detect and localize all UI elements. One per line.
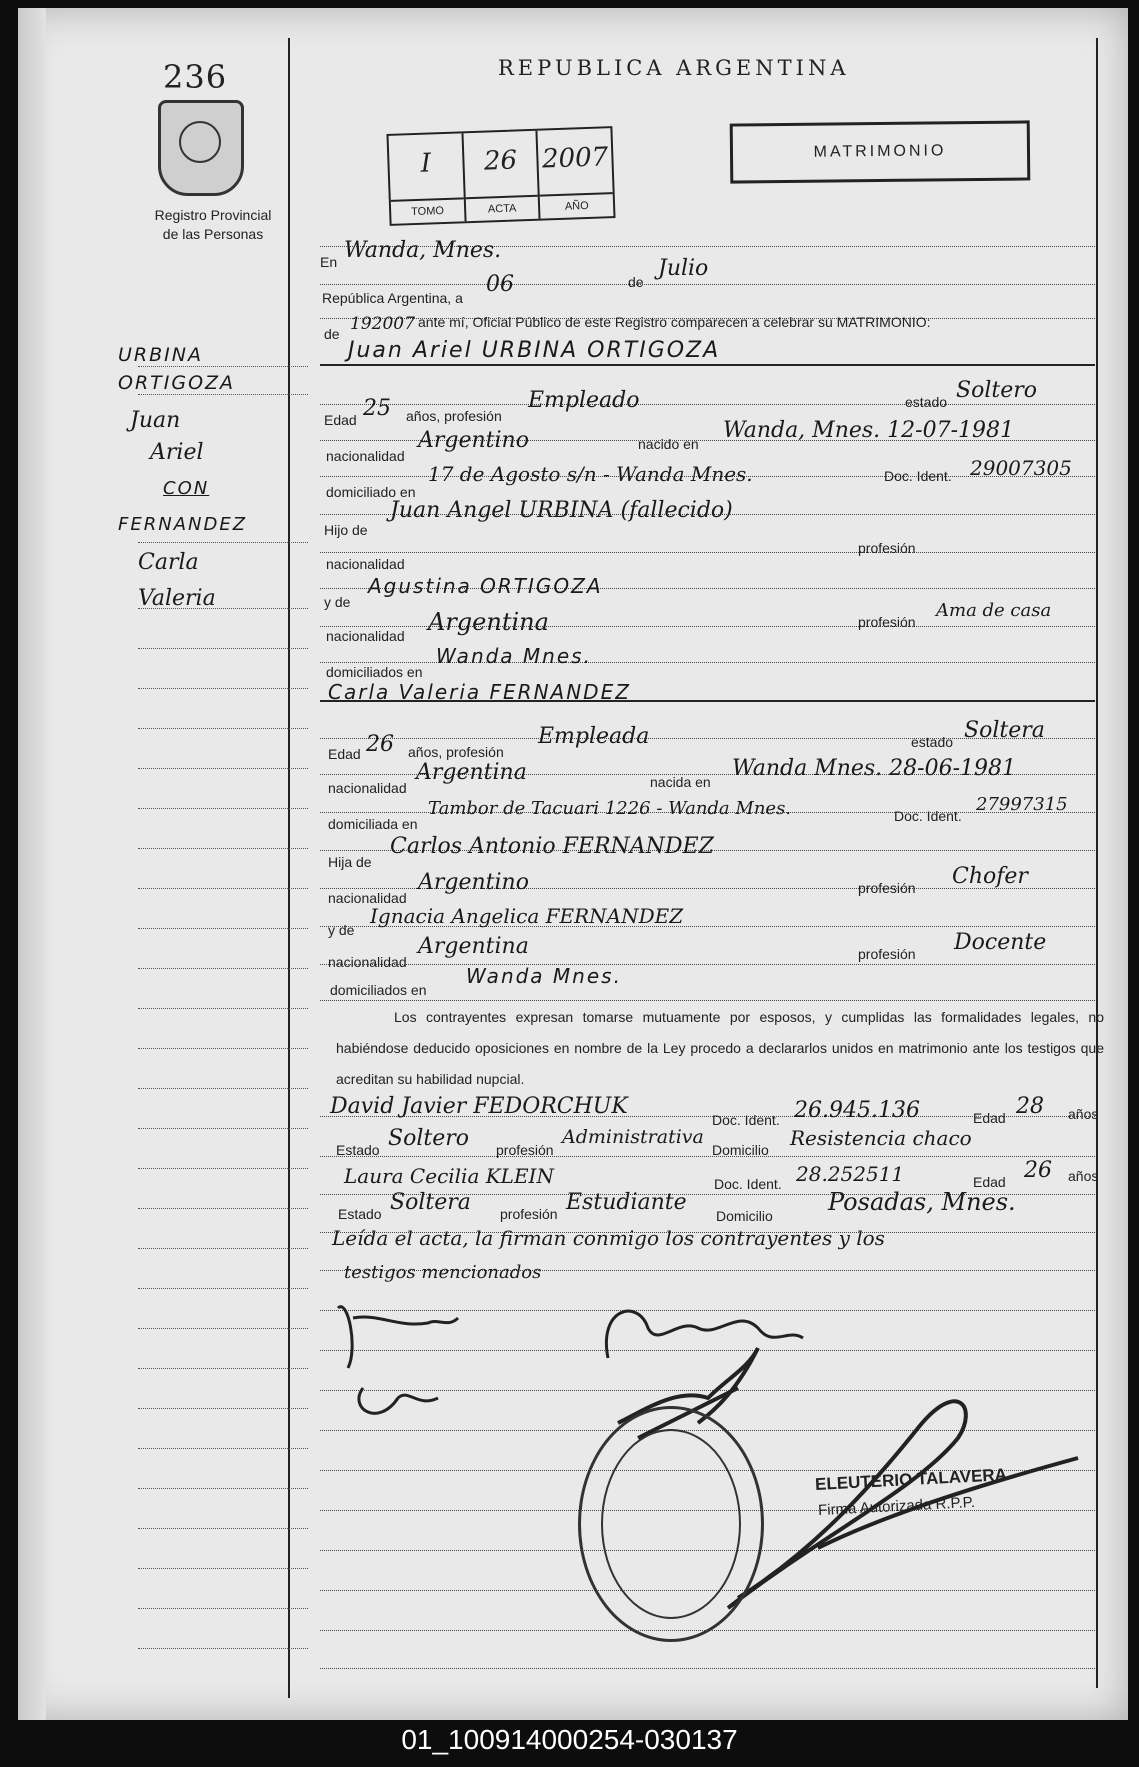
bride-father-nac: Argentino	[418, 870, 529, 895]
year-de-label: de	[324, 326, 340, 342]
witness1-signature	[606, 1311, 803, 1358]
bride-nacida-label: nacida en	[650, 774, 711, 790]
margin-note-2: ORTIGOZA	[118, 372, 236, 394]
republica-label: República Argentina, a	[322, 290, 463, 306]
bride-nacida: Wanda Mnes. 28-06-1981	[732, 756, 1017, 781]
witness1-doc: 26.945.136	[794, 1098, 920, 1123]
witness1-edad-label: Edad	[973, 1110, 1006, 1126]
bride-mother-prof-label: profesión	[858, 946, 916, 962]
month-de-label: de	[628, 274, 644, 290]
bride-name: Carla Valeria FERNANDEZ	[328, 680, 631, 704]
margin-note-6: FERNANDEZ	[118, 514, 248, 535]
registry-line-2: de las Personas	[162, 226, 264, 242]
bride-domiciliados-label: domiciliados en	[330, 982, 427, 998]
witness2-name: Laura Cecilia KLEIN	[344, 1164, 554, 1188]
groom-mother-nac: Argentina	[428, 608, 549, 636]
marriage-day: 06	[486, 272, 514, 297]
groom-profesion: Empleado	[528, 388, 640, 413]
witness2-edad: 26	[1024, 1158, 1052, 1183]
bride-estado: Soltera	[964, 718, 1045, 743]
witness1-doc-label: Doc. Ident.	[712, 1112, 780, 1128]
groom-nacido-label: nacido en	[638, 436, 699, 452]
ano-label: AÑO	[540, 192, 613, 219]
bride-mother-nac: Argentina	[418, 934, 529, 959]
witness2-edad-label: Edad	[973, 1174, 1006, 1190]
tomo-value: I	[420, 148, 432, 179]
groom-estado-label: estado	[905, 394, 948, 410]
groom-domiciliados-label: domiciliados en	[326, 664, 423, 680]
witness2-profesion: Estudiante	[566, 1190, 687, 1215]
bride-nacionalidad-label: nacionalidad	[328, 780, 407, 796]
bride-father-prof-label: profesión	[858, 880, 916, 896]
margin-note-8: Valeria	[138, 586, 216, 611]
declaration-text: Los contrayentes expresan tomarse mutuamente por esposos, y cumplidas las formalidades legales, no habiéndose deducido oposiciones en nombre de la Ley procedo a declararlos unidos en matrimonio ante los testigos que acreditan su habilidad nupcial.	[336, 1009, 1104, 1087]
groom-mother-prof: Ama de casa	[936, 600, 1052, 621]
groom-doc-label: Doc. Ident.	[884, 468, 952, 484]
bride-signature	[359, 1388, 438, 1413]
bride-yde-label: y de	[328, 922, 355, 938]
footer-code: 01_100914000254-030137	[401, 1724, 738, 1755]
witness2-doc-label: Doc. Ident.	[714, 1176, 782, 1192]
groom-edad-label: Edad	[324, 412, 357, 428]
witness1-name: David Javier FEDORCHUK	[330, 1094, 628, 1119]
groom-father-nac-label: nacionalidad	[326, 556, 405, 572]
witness2-profesion-label: profesión	[500, 1206, 558, 1222]
bride-doc-label: Doc. Ident.	[894, 808, 962, 824]
groom-estado: Soltero	[956, 378, 1037, 403]
witness2-domicilio: Posadas, Mnes.	[828, 1188, 1016, 1216]
matrimonio-box: MATRIMONIO	[730, 120, 1031, 183]
witness2-estado-label: Estado	[338, 1206, 382, 1222]
witness2-doc: 28.252511	[796, 1162, 905, 1186]
registry-label	[128, 206, 298, 244]
bride-mother-prof: Docente	[954, 930, 1047, 955]
margin-note-4: Ariel	[150, 440, 204, 465]
country-title: REPUBLICA ARGENTINA	[498, 56, 850, 80]
marriage-month: Julio	[658, 256, 709, 281]
ano-cell	[538, 128, 614, 218]
ano-value: 2007	[541, 142, 609, 175]
bride-domicilio-label: domiciliada en	[328, 816, 418, 832]
groom-nacionalidad: Argentino	[418, 428, 529, 453]
witness1-estado-label: Estado	[336, 1142, 380, 1158]
groom-profesion-label: años, profesión	[406, 408, 502, 424]
bride-nacionalidad: Argentina	[416, 760, 527, 785]
bride-mother-nac-label: nacionalidad	[328, 954, 407, 970]
folio-number: 236	[163, 58, 228, 96]
bride-profesion: Empleada	[538, 724, 650, 749]
bride-profesion-label: años, profesión	[408, 744, 504, 760]
groom-mother: Agustina ORTIGOZA	[368, 574, 603, 598]
bride-edad: 26	[366, 732, 394, 757]
bride-father-prof: Chofer	[952, 864, 1028, 889]
groom-nacionalidad-label: nacionalidad	[326, 448, 405, 464]
bride-domicilio: Tambor de Tacuari 1226 - Wanda Mnes.	[428, 798, 792, 819]
groom-domiciliados: Wanda Mnes.	[436, 644, 592, 668]
witness1-profesion: Administrativa	[562, 1126, 704, 1148]
closing-line-1: Leída el acta, la firman conmigo los contrayentes y los	[332, 1226, 885, 1250]
en-label: En	[320, 254, 338, 270]
groom-domicilio: 17 de Agosto s/n - Wanda Mnes.	[428, 462, 753, 486]
marriage-place: Wanda, Mnes.	[344, 238, 502, 263]
intro-statement: ante mí, Oficial Público de este Registro comparecen a celebrar su MATRIMONIO:	[418, 314, 931, 330]
groom-hijo-label: Hijo de	[324, 522, 368, 538]
groom-domicilio-label: domiciliado en	[326, 484, 416, 500]
groom-nacido: Wanda, Mnes. 12-07-1981	[723, 418, 1015, 443]
bride-doc: 27997315	[976, 794, 1068, 815]
groom-yde-label: y de	[324, 594, 351, 610]
bride-edad-label: Edad	[328, 746, 361, 762]
record-number-box	[386, 126, 615, 226]
acta-label: ACTA	[465, 195, 538, 222]
bride-father-nac-label: nacionalidad	[328, 890, 407, 906]
witness2-domicilio-label: Domicilio	[716, 1208, 773, 1224]
tomo-cell	[389, 133, 467, 224]
groom-signature	[338, 1307, 458, 1368]
official-name: ELEUTERIO TALAVERA	[814, 1464, 1008, 1495]
bride-estado-label: estado	[911, 734, 954, 750]
acta-cell	[463, 131, 541, 222]
witness1-profesion-label: profesión	[496, 1142, 554, 1158]
margin-note-7: Carla	[138, 550, 199, 575]
margin-divider	[288, 38, 290, 1698]
groom-father-prof-label: profesión	[858, 540, 916, 556]
provincial-seal-icon	[158, 100, 244, 196]
margin-note-5: CON	[163, 478, 210, 499]
groom-mother-prof-label: profesión	[858, 614, 916, 630]
official-role: Firma Autorizada R.P.P.	[817, 1493, 976, 1520]
witness2-estado: Soltera	[390, 1190, 471, 1215]
witness1-domicilio: Resistencia chaco	[790, 1126, 972, 1150]
marriage-year: 192007	[350, 314, 415, 334]
groom-name: Juan Ariel URBINA ORTIGOZA	[348, 338, 721, 363]
groom-mother-nac-label: nacionalidad	[326, 628, 405, 644]
groom-edad: 25	[363, 396, 391, 421]
witness1-anos-label: años	[1068, 1106, 1099, 1122]
groom-doc: 29007305	[970, 456, 1072, 480]
groom-father: Juan Angel URBINA (fallecido)	[390, 498, 733, 523]
witness2-anos-label: años	[1068, 1168, 1099, 1184]
official-round-stamp-icon	[578, 1406, 764, 1642]
margin-note-3: Juan	[130, 408, 181, 433]
witness1-estado: Soltero	[388, 1126, 469, 1151]
registry-line-1: Registro Provincial	[154, 207, 272, 223]
acta-value: 26	[483, 145, 518, 177]
certificate-page	[18, 8, 1128, 1720]
tomo-label: TOMO	[391, 197, 464, 224]
closing-line-2: testigos mencionados	[344, 1262, 542, 1283]
witness1-domicilio-label: Domicilio	[712, 1142, 769, 1158]
bride-domiciliados: Wanda Mnes.	[466, 964, 622, 988]
bride-mother: Ignacia Angelica FERNANDEZ	[370, 904, 684, 928]
bride-hija-label: Hija de	[328, 854, 372, 870]
bride-father: Carlos Antonio FERNANDEZ	[390, 834, 714, 859]
margin-note-1: URBINA	[118, 344, 203, 366]
witness1-edad: 28	[1016, 1094, 1044, 1119]
